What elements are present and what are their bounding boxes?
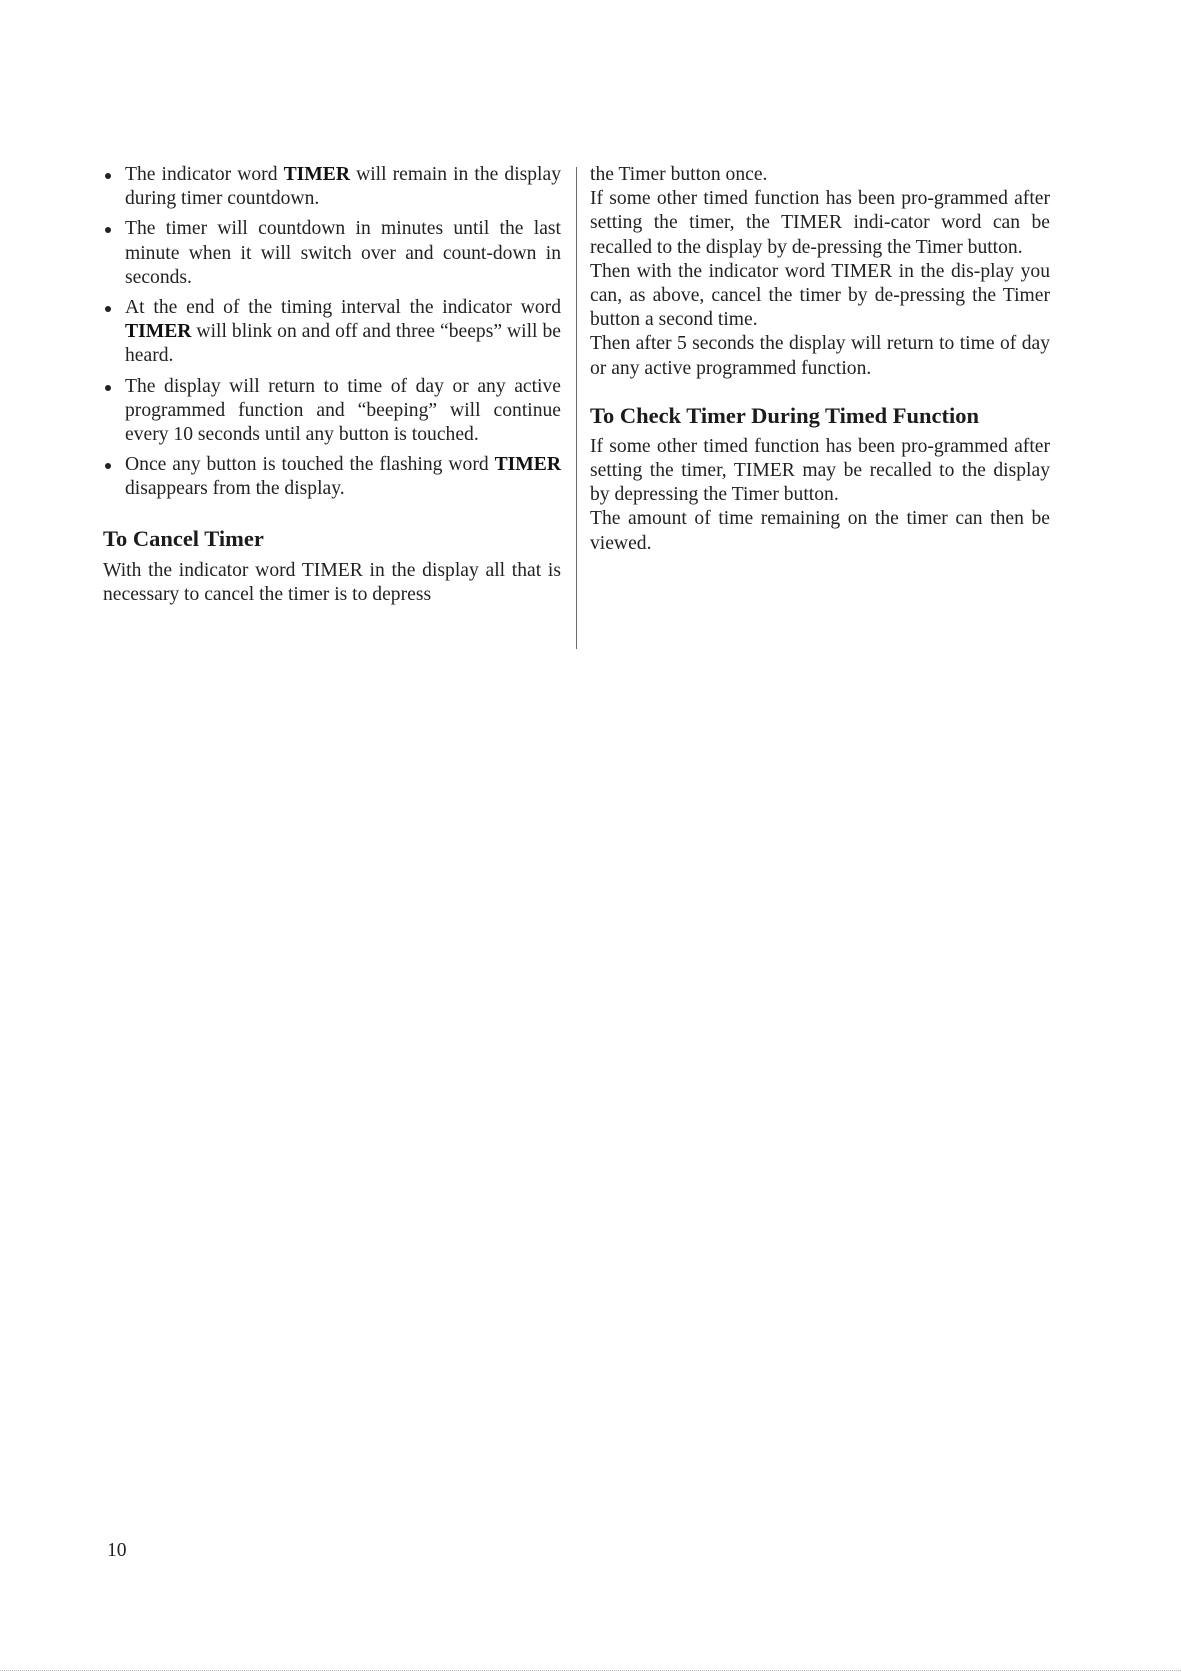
bullet-text: Once any button is touched the flashing word (125, 454, 495, 476)
bullet-item (103, 296, 561, 369)
timer-countdown-bullet-list (103, 163, 561, 502)
bullet-text: The display will return to time of day or any active programmed function and “beeping” will continue every 10 seconds until any button is touched. (125, 375, 561, 446)
bullet-item (103, 163, 561, 211)
bullet-bold-term: TIMER (283, 164, 350, 185)
bullet-bold-term: TIMER (494, 454, 561, 476)
bullet-text: At the end of the timing interval the indicator word (125, 297, 561, 319)
check-timer-paragraph: If some other timed function has been pro-grammed after setting the timer, TIMER may be recalled to the display by depressing the Timer button. (590, 435, 1050, 506)
bullet-dot-icon (105, 173, 111, 179)
time-remaining-paragraph: The amount of time remaining on the timer can then be viewed. (590, 508, 1050, 554)
bullet-text: The indicator word (125, 164, 284, 185)
page-number: 10 (107, 1540, 127, 1561)
bullet-text: will blink on and off and three “beeps” will be heard. (125, 321, 561, 367)
cancel-second-time-paragraph: Then with the indicator word TIMER in the dis-play you can, as above, cancel the timer by de-pressing the Timer button a second time. (590, 260, 1050, 331)
bullet-item (103, 375, 561, 448)
cancel-timer-continued-paragraph: the Timer button once. (590, 164, 768, 185)
left-column (103, 163, 561, 607)
cancel-timer-paragraph: With the indicator word TIMER in the display all that is necessary to cancel the timer is to depress (103, 559, 561, 605)
bullet-item (103, 217, 561, 290)
bullet-dot-icon (105, 227, 111, 233)
bullet-dot-icon (105, 463, 111, 469)
scan-edge-rule (0, 1670, 1181, 1672)
bullet-bold-term: TIMER (125, 321, 192, 343)
bullet-dot-icon (105, 306, 111, 312)
return-to-time-paragraph: Then after 5 seconds the display will return to time of day or any active programmed function. (590, 333, 1050, 379)
bullet-dot-icon (105, 385, 111, 391)
column-divider (576, 167, 577, 649)
bullet-text: The timer will countdown in minutes until the last minute when it will switch over and count-down in seconds. (125, 218, 561, 288)
bullet-text: will remain in the display during timer countdown. (125, 164, 561, 210)
check-timer-heading: To Check Timer During Timed Function (590, 402, 980, 428)
bullet-text: disappears from the display. (125, 478, 345, 500)
recall-timer-paragraph: If some other timed function has been pro-grammed after setting the timer, the TIMER indi-cator word can be recalled to the display by de-pressing the Timer button. (590, 188, 1050, 258)
right-column (590, 163, 1050, 556)
cancel-timer-heading: To Cancel Timer (103, 525, 264, 551)
bullet-item (103, 453, 561, 501)
